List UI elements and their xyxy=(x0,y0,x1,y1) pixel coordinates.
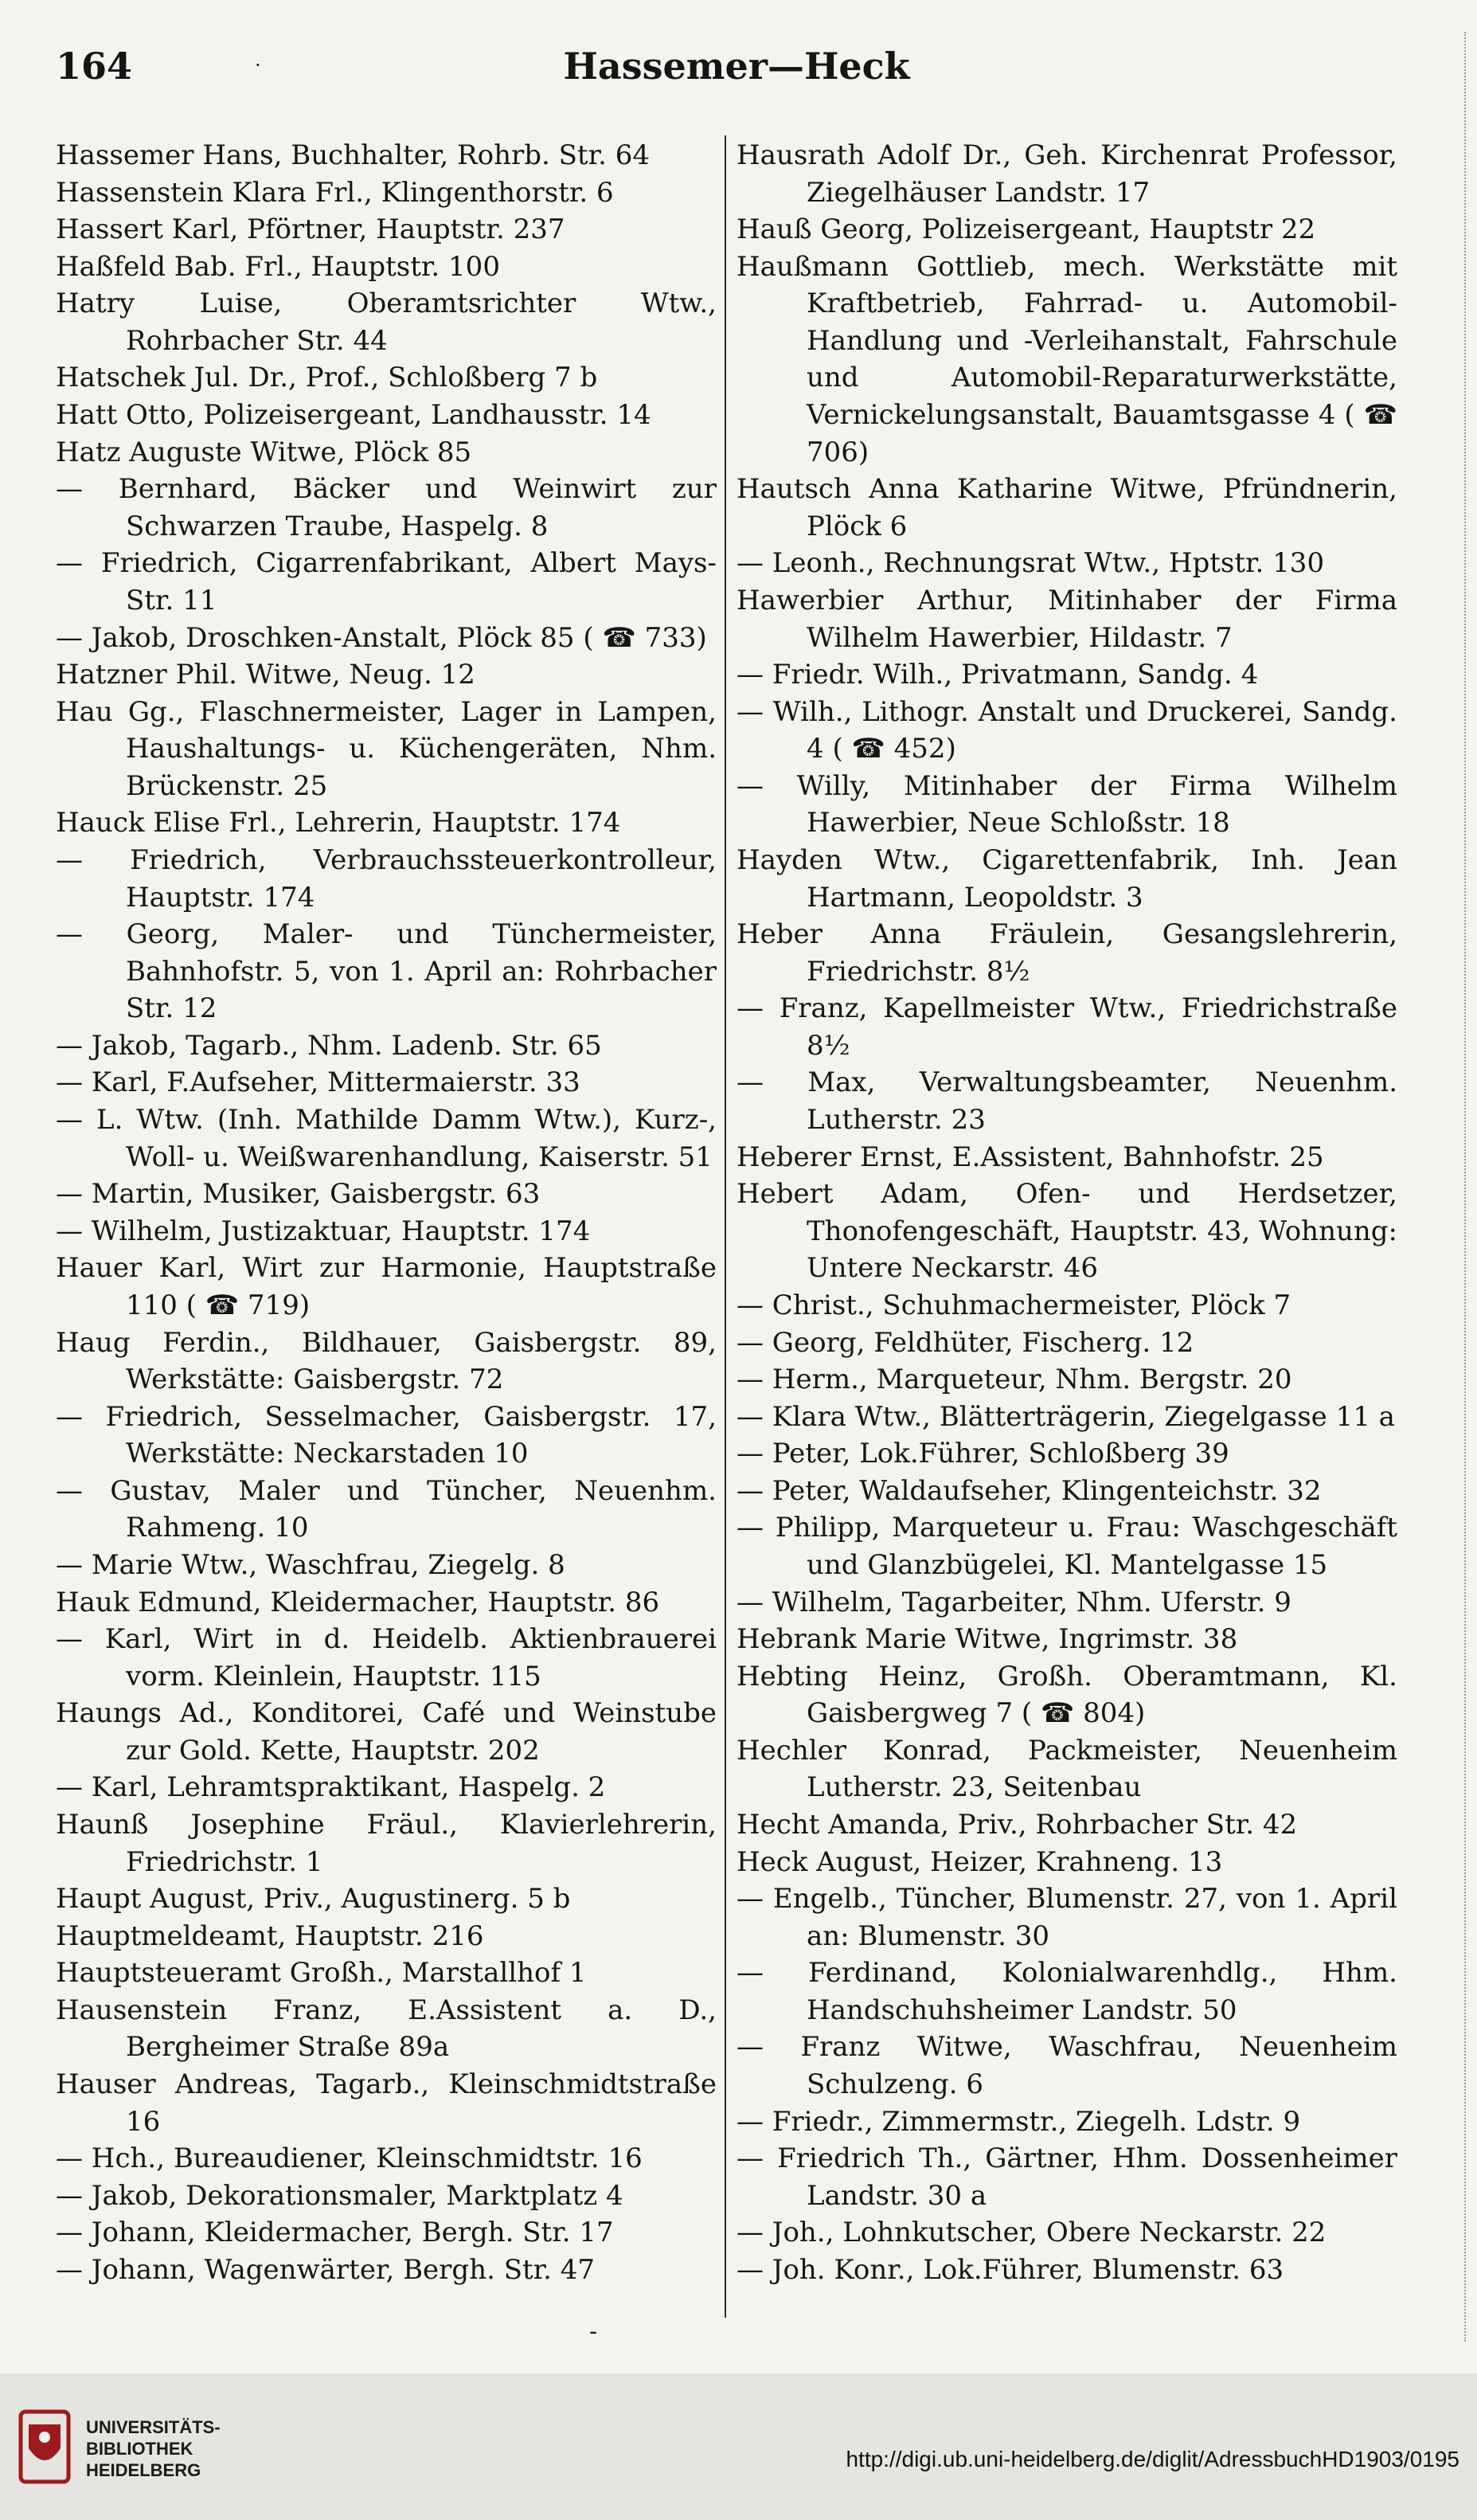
directory-entry: Hausrath Adolf Dr., Geh. Kirchenrat Professor, Ziegelhäuser Landstr. 17 xyxy=(737,139,1397,209)
directory-entry: — Peter, Waldaufseher, Klingenteichstr. 32 xyxy=(737,1474,1322,1507)
library-logo[interactable] xyxy=(16,2405,318,2493)
seal-icon xyxy=(16,2408,73,2485)
directory-entry: Hauß Georg, Polizeisergeant, Hauptstr 22 xyxy=(737,213,1316,246)
directory-entry: Hawerbier Arthur, Mitinhaber der Firma Wilhelm Hawerbier, Hildastr. 7 xyxy=(737,584,1397,654)
directory-entry: Heber Anna Fräulein, Gesangslehrerin, Friedrichstr. 8½ xyxy=(737,918,1397,988)
directory-entry: — Philipp, Marqueteur u. Frau: Waschgeschäft und Glanzbügelei, Kl. Mantelgasse 15 xyxy=(737,1512,1397,1581)
directory-entry: — Herm., Marqueteur, Nhm. Bergstr. 20 xyxy=(737,1364,1292,1396)
directory-entry: Hatz Auguste Witwe, Plöck 85 xyxy=(56,436,472,468)
running-head: Hassemer—Heck xyxy=(563,45,910,88)
directory-entry: — Jakob, Tagarb., Nhm. Ladenb. Str. 65 xyxy=(56,1029,602,1062)
directory-entry: — Max, Verwaltungsbeamter, Neuenhm. Lutherstr. 23 xyxy=(737,1066,1397,1137)
logo-line: UNIVERSITÄTS- xyxy=(86,2417,221,2437)
page-header xyxy=(56,38,1417,102)
directory-entry: — Ferdinand, Kolonialwarenhdlg., Hhm. Handschuhsheimer Landstr. 50 xyxy=(737,1957,1397,2026)
directory-entry: Hausenstein Franz, E.Assistent a. D., Bergheimer Straße 89a xyxy=(56,1994,717,2064)
directory-entry: — Joh. Konr., Lok.Führer, Blumenstr. 63 xyxy=(737,2253,1284,2286)
logo-line: HEIDELBERG xyxy=(86,2460,201,2480)
right-column xyxy=(737,137,1397,2289)
directory-entry: — Karl, Wirt in d. Heidelb. Aktienbrauerei vorm. Kleinlein, Hauptstr. 115 xyxy=(56,1623,717,1692)
directory-entry: Hauptsteueramt Großh., Marstallhof 1 xyxy=(56,1957,587,1990)
directory-entry: Haupt August, Priv., Augustinerg. 5 b xyxy=(56,1883,571,1915)
directory-entry: — Karl, Lehramtspraktikant, Haspelg. 2 xyxy=(56,1771,606,1804)
directory-entry: Hatt Otto, Polizeisergeant, Landhausstr. 14 xyxy=(56,399,651,432)
footer-mark: - xyxy=(589,2318,598,2346)
directory-entry: — Christ., Schuhmachermeister, Plöck 7 xyxy=(737,1289,1291,1321)
directory-entry: Hassenstein Klara Frl., Klingenthorstr. 6 xyxy=(56,176,614,209)
directory-entry: Hebert Adam, Ofen- und Herdsetzer, Thonofengeschäft, Hauptstr. 43, Wohnung: Untere Neckarstr. 46 xyxy=(737,1178,1397,1285)
directory-entry: Haßfeld Bab. Frl., Hauptstr. 100 xyxy=(56,250,500,283)
directory-entry: Hassemer Hans, Buchhalter, Rohrb. Str. 64 xyxy=(56,139,650,171)
directory-entry: — Karl, F.Aufseher, Mittermaierstr. 33 xyxy=(56,1066,580,1099)
scan-edge xyxy=(1440,32,1466,2342)
directory-entry: — Friedrich Th., Gärtner, Hhm. Dossenheimer Landstr. 30 a xyxy=(737,2142,1397,2212)
page-number: 164 xyxy=(56,45,133,88)
directory-entry: Hauk Edmund, Kleidermacher, Hauptstr. 86 xyxy=(56,1586,660,1618)
source-url-link[interactable]: http://digi.ub.uni-heidelberg.de/diglit/AdressbuchHD1903/0195 xyxy=(846,2447,1459,2471)
directory-entry: Heberer Ernst, E.Assistent, Bahnhofstr. 25 xyxy=(737,1141,1324,1173)
directory-entry: Hayden Wtw., Cigarettenfabrik, Inh. Jean Hartmann, Leopoldstr. 3 xyxy=(737,843,1397,914)
directory-entry: Haungs Ad., Konditorei, Café und Weinstube zur Gold. Kette, Hauptstr. 202 xyxy=(56,1697,717,1767)
directory-entry: — Klara Wtw., Blätterträgerin, Ziegelgasse 11 a xyxy=(737,1400,1395,1433)
directory-entry: Hebting Heinz, Großh. Oberamtmann, Kl. Gaisbergweg 7 ( ☎ 804) xyxy=(737,1660,1397,1730)
column-divider xyxy=(725,135,726,2318)
left-column xyxy=(56,137,717,2289)
directory-entry: — Engelb., Tüncher, Blumenstr. 27, von 1. April an: Blumenstr. 30 xyxy=(737,1883,1397,1952)
directory-entry: Hauser Andreas, Tagarb., Kleinschmidtstraße 16 xyxy=(56,2068,717,2138)
directory-entry: Hauptmeldeamt, Hauptstr. 216 xyxy=(56,1919,484,1952)
directory-entry: — Johann, Kleidermacher, Bergh. Str. 17 xyxy=(56,2217,614,2249)
directory-entry: Hassert Karl, Pförtner, Hauptstr. 237 xyxy=(56,213,565,246)
directory-entry: — Friedrich, Verbrauchssteuerkontrolleur, Hauptstr. 174 xyxy=(56,843,717,914)
directory-entry: — Jakob, Dekorationsmaler, Marktplatz 4 xyxy=(56,2179,623,2212)
directory-entry: — Franz Witwe, Waschfrau, Neuenheim Schulzeng. 6 xyxy=(737,2031,1397,2101)
directory-entry: Haußmann Gottlieb, mech. Werkstätte mit Kraftbetrieb, Fahrrad- u. Automobil-Handlung und -Verleihanstalt, Fahrschule und Automobil-Reparaturwerkstätte, Vernickelungsanstalt, Bauamtsgasse 4 ( ☎ 706) xyxy=(737,250,1397,468)
directory-entry: — Wilh., Lithogr. Anstalt und Druckerei, Sandg. 4 ( ☎ 452) xyxy=(737,695,1397,765)
directory-entry: — Jakob, Droschken-Anstalt, Plöck 85 ( ☎ 733) xyxy=(56,621,707,654)
directory-entry: Haunß Josephine Fräul., Klavierlehrerin, Friedrichstr. 1 xyxy=(56,1809,717,1878)
directory-entry: — Leonh., Rechnungsrat Wtw., Hptstr. 130 xyxy=(737,547,1325,580)
directory-entry: Hauer Karl, Wirt zur Harmonie, Hauptstraße 110 ( ☎ 719) xyxy=(56,1252,717,1321)
directory-entry: — Willy, Mitinhaber der Firma Wilhelm Hawerbier, Neue Schloßstr. 18 xyxy=(737,769,1397,839)
directory-entry: Hatry Luise, Oberamtsrichter Wtw., Rohrbacher Str. 44 xyxy=(56,288,717,357)
directory-entry: — L. Wtw. (Inh. Mathilde Damm Wtw.), Kurz-, Woll- u. Weißwarenhandlung, Kaiserstr. 51 xyxy=(56,1104,717,1173)
directory-entry: — Friedr. Wilh., Privatmann, Sandg. 4 xyxy=(737,659,1259,691)
directory-entry: — Martin, Musiker, Gaisbergstr. 63 xyxy=(56,1178,541,1211)
directory-entry: — Joh., Lohnkutscher, Obere Neckarstr. 22 xyxy=(737,2217,1327,2249)
directory-entry: Hau Gg., Flaschnermeister, Lager in Lampen, Haushaltungs- u. Küchengeräten, Nhm. Brückenstr. 25 xyxy=(56,695,717,802)
directory-entry: — Friedr., Zimmermstr., Ziegelh. Ldstr. 9 xyxy=(737,2105,1301,2138)
directory-entry: Hautsch Anna Katharine Witwe, Pfründnerin, Plöck 6 xyxy=(737,473,1397,542)
directory-entry: Hatschek Jul. Dr., Prof., Schloßberg 7 b xyxy=(56,362,598,394)
directory-entry: — Hch., Bureaudiener, Kleinschmidtstr. 16 xyxy=(56,2142,643,2175)
directory-entry: Hecht Amanda, Priv., Rohrbacher Str. 42 xyxy=(737,1809,1298,1841)
header-mark: · xyxy=(255,54,261,76)
directory-entry: Hatzner Phil. Witwe, Neug. 12 xyxy=(56,659,475,691)
logo-text xyxy=(86,2416,221,2481)
directory-entry: — Wilhelm, Tagarbeiter, Nhm. Uferstr. 9 xyxy=(737,1586,1291,1618)
logo-line: BIBLIOTHEK xyxy=(86,2439,193,2459)
directory-entry: — Gustav, Maler und Tüncher, Neuenhm. Rahmeng. 10 xyxy=(56,1474,717,1544)
directory-entry: — Georg, Maler- und Tünchermeister, Bahnhofstr. 5, von 1. April an: Rohrbacher Str. 12 xyxy=(56,918,717,1025)
directory-entry: — Franz, Kapellmeister Wtw., Friedrichstraße 8½ xyxy=(737,992,1397,1062)
directory-entry: — Bernhard, Bäcker und Weinwirt zur Schwarzen Traube, Haspelg. 8 xyxy=(56,473,717,542)
directory-entry: — Friedrich, Sesselmacher, Gaisbergstr. 17, Werkstätte: Neckarstaden 10 xyxy=(56,1400,717,1470)
directory-entry: Haug Ferdin., Bildhauer, Gaisbergstr. 89, Werkstätte: Gaisbergstr. 72 xyxy=(56,1326,717,1396)
directory-entry: — Peter, Lok.Führer, Schloßberg 39 xyxy=(737,1438,1229,1470)
directory-entry: — Friedrich, Cigarrenfabrikant, Albert Mays-Str. 11 xyxy=(56,547,717,616)
directory-entry: Hechler Konrad, Packmeister, Neuenheim Lutherstr. 23, Seitenbau xyxy=(737,1734,1397,1804)
directory-entry: — Johann, Wagenwärter, Bergh. Str. 47 xyxy=(56,2253,596,2286)
directory-entry: — Marie Wtw., Waschfrau, Ziegelg. 8 xyxy=(56,1548,565,1581)
directory-entry: Hauck Elise Frl., Lehrerin, Hauptstr. 174 xyxy=(56,807,621,839)
directory-entry: Hebrank Marie Witwe, Ingrimstr. 38 xyxy=(737,1623,1238,1656)
library-footer xyxy=(0,2373,1477,2520)
directory-entry: — Georg, Feldhüter, Fischerg. 12 xyxy=(737,1326,1194,1359)
directory-entry: — Wilhelm, Justizaktuar, Hauptstr. 174 xyxy=(56,1215,591,1247)
directory-entry: Heck August, Heizer, Krahneng. 13 xyxy=(737,1845,1223,1878)
